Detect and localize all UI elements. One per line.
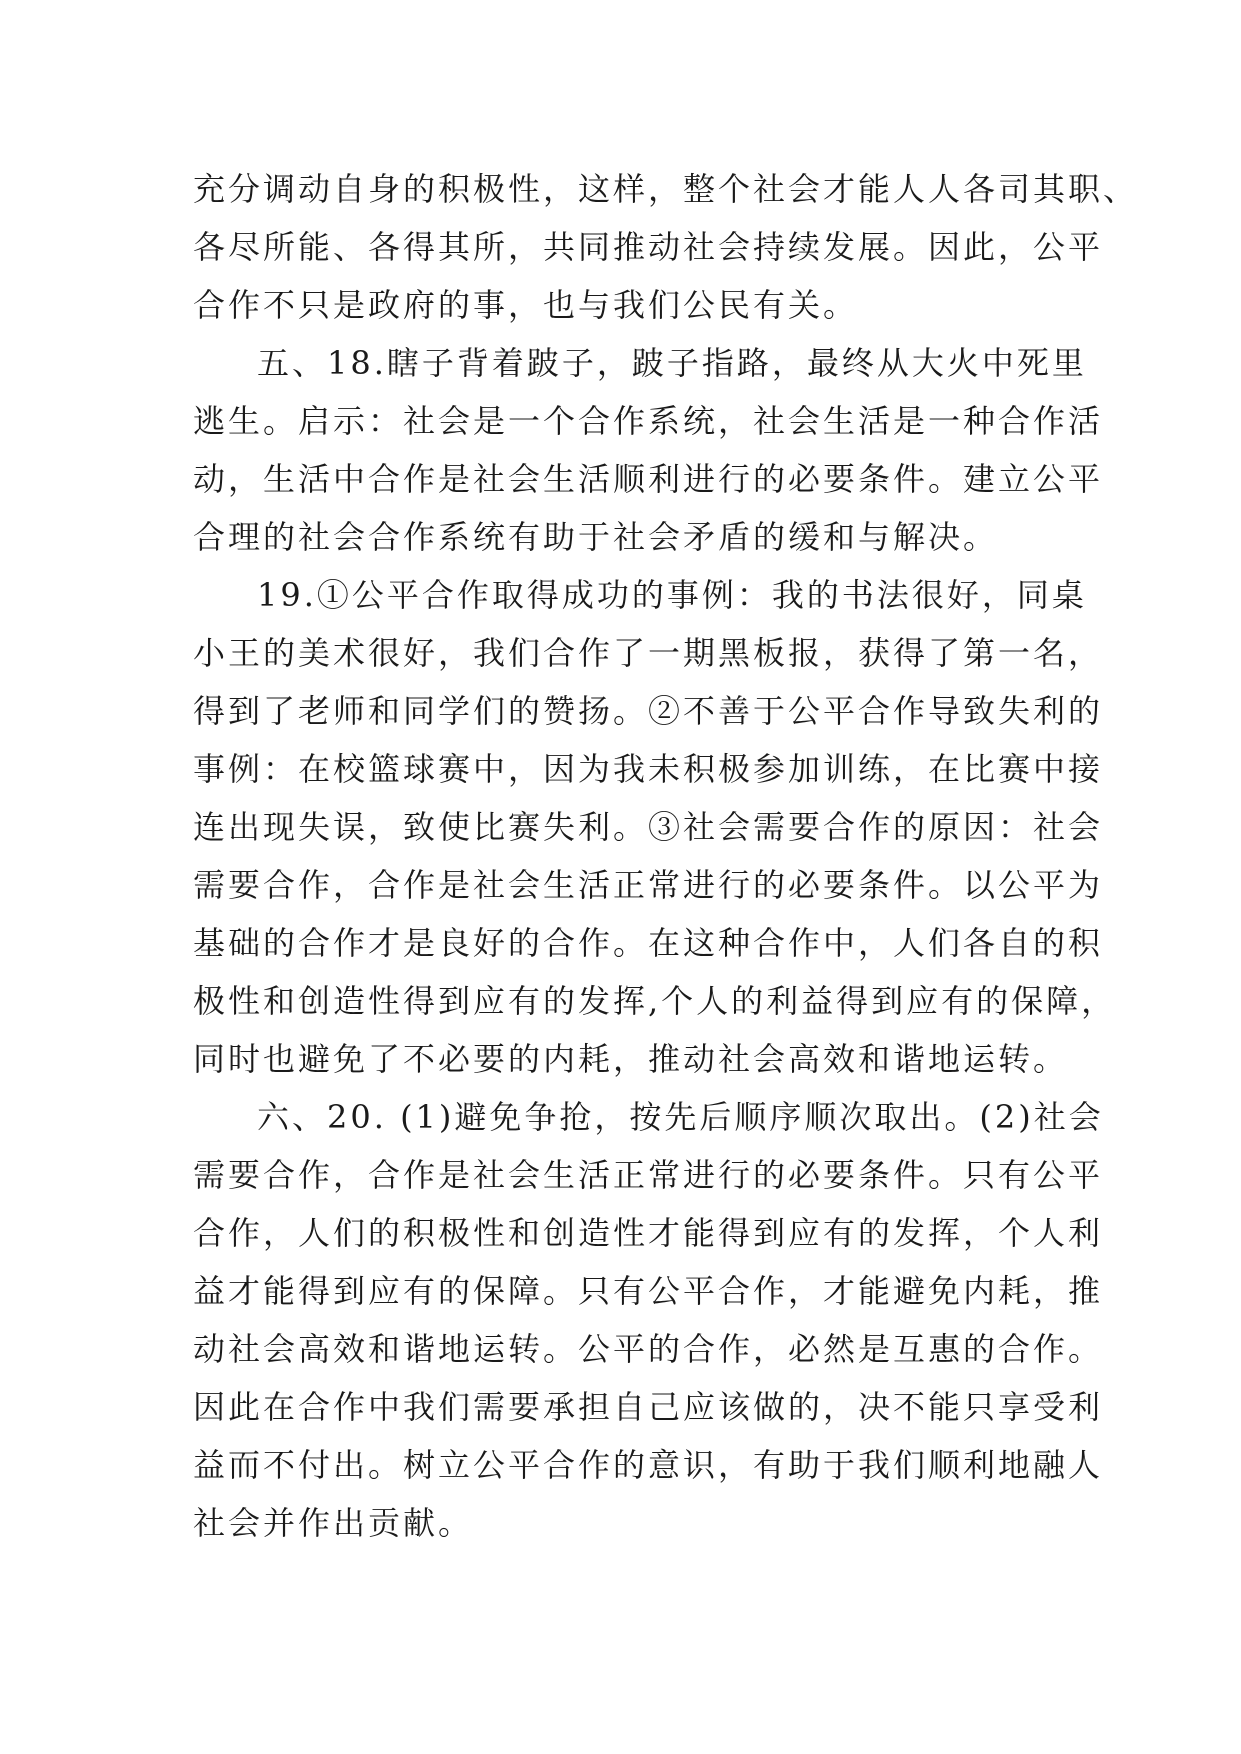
text-line: 同时也避免了不必要的内耗，推动社会高效和谐地运转。: [193, 1040, 1069, 1078]
text-line: 基础的合作才是良好的合作。在这种合作中，人们各自的积: [193, 924, 1104, 962]
text-line: 充分调动自身的积极性，这样，整个社会才能人人各司其职、: [193, 170, 1139, 208]
text-line: 因此在合作中我们需要承担自己应该做的，决不能只享受利: [193, 1388, 1104, 1426]
text-line: 动，生活中合作是社会生活顺利进行的必要条件。建立公平: [193, 460, 1104, 498]
text-line: 逃生。启示：社会是一个合作系统，社会生活是一种合作活: [193, 402, 1104, 440]
text-line: 益而不付出。树立公平合作的意识，有助于我们顺利地融人: [193, 1446, 1104, 1484]
text-line: 需要合作，合作是社会生活正常进行的必要条件。只有公平: [193, 1156, 1104, 1194]
text-line: 益才能得到应有的保障。只有公平合作，才能避免内耗，推: [193, 1272, 1104, 1310]
text-line: 得到了老师和同学们的赞扬。②不善于公平合作导致失利的: [193, 692, 1104, 730]
text-line: 事例：在校篮球赛中，因为我未积极参加训练，在比赛中接: [193, 750, 1104, 788]
text-line: 合作不只是政府的事，也与我们公民有关。: [193, 286, 859, 324]
text-line: 社会并作出贡献。: [193, 1504, 474, 1542]
text-line: 合作，人们的积极性和创造性才能得到应有的发挥，个人利: [193, 1214, 1104, 1252]
text-line: 小王的美术很好，我们合作了一期黑板报，获得了第一名，: [193, 634, 1104, 672]
text-line: 需要合作，合作是社会生活正常进行的必要条件。以公平为: [193, 866, 1104, 904]
text-line: 五、18.瞎子背着跛子，跛子指路，最终从大火中死里: [257, 344, 1087, 382]
text-line: 动社会高效和谐地运转。公平的合作，必然是互惠的合作。: [193, 1330, 1104, 1368]
text-line: 连出现失误，致使比赛失利。③社会需要合作的原因：社会: [193, 808, 1104, 846]
document-body: [193, 160, 1139, 1552]
text-line: 六、20. (1)避免争抢，按先后顺序顺次取出。(2)社会: [257, 1098, 1104, 1136]
text-line: 19.①公平合作取得成功的事例：我的书法很好，同桌: [257, 576, 1087, 614]
text-line: 合理的社会合作系统有助于社会矛盾的缓和与解决。: [193, 518, 999, 556]
text-line: 各尽所能、各得其所，共同推动社会持续发展。因此，公平: [193, 228, 1104, 266]
text-line: 极性和创造性得到应有的发挥,个人的利益得到应有的保障，: [193, 982, 1117, 1020]
